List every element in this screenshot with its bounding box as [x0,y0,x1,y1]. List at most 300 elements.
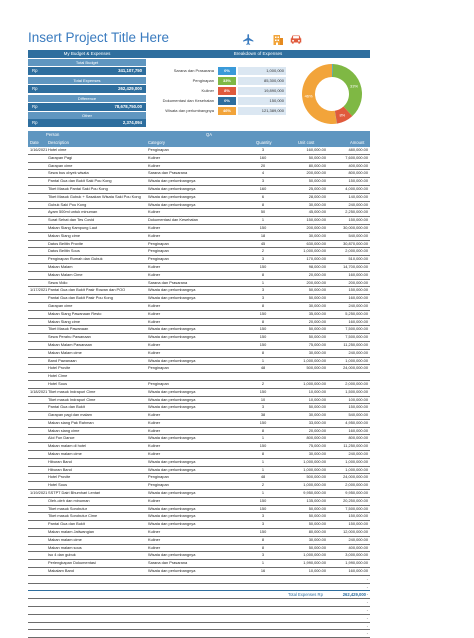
table-row [28,467,370,475]
cell-category: Kuliner [148,451,161,457]
table-row [28,389,370,397]
cell-unit-cost: 800,000.00 [306,435,326,441]
cell-description: Garapan Pagi [48,154,73,160]
table-row [28,287,370,295]
breakdown-header: Breakdown of Expenses [146,50,370,58]
cell-amount: - [366,591,368,597]
cell-quantity: 8 [261,318,265,324]
cell-amount: 800,000.00 [348,170,368,176]
cell-date: 1/16/2021 [30,147,48,152]
cell-unit-cost: 50,000.00 [308,287,326,293]
cell-amount: 240,000.00 [348,201,368,207]
cell-amount: 200,000.00 [348,279,368,285]
cell-quantity: 3 [261,404,265,410]
cell-category: Kuliner [148,154,161,160]
cell-unit-cost: 1,000,000.00 [303,458,326,464]
header-icons [240,31,310,47]
cell-category: Wisata dan perlumbangnya [148,466,196,472]
cell-unit-cost: 30,000.00 [308,232,326,238]
breakdown-category: Penginapan [192,78,214,83]
cell-category: Penginapan [148,380,169,386]
table-row [28,147,370,155]
cell-description: Hotel Provite [48,474,71,480]
donut-slice [332,64,362,116]
cell-amount: 240,000.00 [348,302,368,308]
cell-unit-cost: 1,000,000.00 [303,380,326,386]
cell-description: Makan malam Jatiwangian [48,529,95,535]
cell-quantity: 45 [260,240,266,246]
cell-quantity: 16 [260,568,266,574]
table-row [28,186,370,194]
cell-category: Penginapan [148,256,169,262]
cell-unit-cost: 33,000.00 [308,419,326,425]
cell-category: Wisata dan perlumbangnya [148,178,196,184]
cell-amount: 1,000,000.00 [345,466,368,472]
cell-quantity: 3 [261,513,265,519]
table-row [28,615,370,623]
table-row [28,225,370,233]
cell-category: Penginapan [148,365,169,371]
table-row [28,248,370,256]
cell-description: Hotel Provite [48,365,71,371]
cell-unit-cost: 30,000.00 [308,451,326,457]
person-label: Person [46,132,60,137]
cell-quantity: 48 [260,365,266,371]
table-row [28,194,370,202]
cell-description: Pantai Gua dan Bukit Pasir Pou Kong [48,295,113,301]
cell-amount: 7,500,000.00 [345,505,368,511]
cell-date: 1/18/2021 [30,388,48,394]
cell-amount: 160,000.00 [348,271,368,277]
table-row [28,428,370,436]
cell-unit-cost: 50,000.00 [308,154,326,160]
cell-description: Pantai Gua dan Bukit Saki Pou Kong [48,178,112,184]
cell-quantity: 150 [259,529,267,535]
cell-amount: - [366,630,368,636]
cell-quantity: 150 [259,334,267,340]
table-row [28,272,370,280]
table-row [28,451,370,459]
cell-description: Makan Malam Cime [48,271,83,277]
cell-quantity: 150 [259,443,267,449]
cell-unit-cost: 170,000.00 [306,256,326,262]
cell-amount: 1,000,000.00 [345,357,368,363]
cell-description: Hotel cime [48,147,67,152]
table-row [28,163,370,171]
cell-description: Garapan pagi dan malam [48,412,92,418]
cell-description: Makalam Band [48,568,74,574]
cell-quantity: 1 [261,279,265,285]
cell-category: Penginapan [148,147,169,152]
currency-label: Rp [32,120,38,125]
cell-quantity: 20 [260,162,266,168]
cell-category: Kuliner [148,318,161,324]
cell-description: Tiket masuk Sorobutur Cime [48,513,98,519]
cell-amount: - [366,599,368,605]
breakdown-amount: 150,000 [238,97,286,105]
person-value: QA [206,132,213,137]
table-row [28,513,370,521]
cell-unit-cost: 25,000.00 [308,185,326,191]
other-label: Other [28,112,146,119]
table-row [28,373,370,381]
cell-description: Makan malam cime [48,451,82,457]
cell-unit-cost: 500,000.00 [306,474,326,480]
cell-amount: - [366,622,368,628]
cell-amount: 160,000.00 [348,318,368,324]
breakdown-category: Sarana dan Prasarana [173,68,214,73]
donut-slice-label: 8% [339,112,346,118]
airplane-icon [240,31,256,47]
cell-description: Surat Sehat dan Tes Covid [48,217,95,223]
cell-unit-cost: 50,000.00 [308,544,326,550]
cell-quantity: 3 [261,552,265,558]
cell-amount: 2,000,000.00 [345,482,368,488]
table-row [28,474,370,482]
cell-description: Iso 4 dan gubuk [48,552,76,558]
cell-description: Makan malam di hotel [48,443,87,449]
cell-unit-cost: 500,000.00 [306,365,326,371]
breakdown-category: Wisata dan perlumbangnya [165,108,214,113]
cell-quantity: 8 [261,349,265,355]
cell-description: Band Pawanaan [48,357,77,363]
cell-quantity: 8 [261,544,265,550]
table-row [28,319,370,327]
cell-unit-cost: 98,000.00 [308,263,326,269]
cell-category: Wisata dan perlumbangnya [148,490,196,496]
cell-unit-cost: 30,000.00 [308,412,326,418]
cell-description: Sewa bus obyek wisata [48,170,89,176]
cell-unit-cost: 30,000.00 [308,302,326,308]
cell-description: Makan Siang Kampung Laut [48,224,98,230]
cell-category: Wisata dan perlumbangnya [148,326,196,332]
cell-description: Tiket masuk Sorobutur [48,505,87,511]
cell-description: Garapan cime [48,162,73,168]
cell-unit-cost: 20,000.00 [308,427,326,433]
cell-quantity: 3 [261,287,265,293]
table-row [28,552,370,560]
cell-description: Makan Siang cime [48,232,81,238]
cell-category: Kuliner [148,536,161,542]
cell-unit-cost: 1,000,000.00 [303,248,326,254]
donut-slice-label: 33% [350,83,359,89]
person-header-row [28,131,370,139]
table-row [28,482,370,490]
cell-amount: 540,000.00 [348,232,368,238]
cell-unit-cost: 80,000.00 [308,529,326,535]
table-row [28,155,370,163]
cell-quantity: 150 [259,341,267,347]
cell-quantity: 3 [261,295,265,301]
cell-category: Wisata dan perlumbangnya [148,435,196,441]
cell-unit-cost: 50,000.00 [308,404,326,410]
cell-category: Wisata dan perlumbangnya [148,334,196,340]
cell-unit-cost: 20,000.00 [308,318,326,324]
table-row [28,365,370,373]
cell-quantity: 150 [259,326,267,332]
cell-amount: 7,600,000.00 [345,154,368,160]
cell-amount: 12,000,000.00 [343,529,368,535]
currency-label: Rp [32,104,38,109]
cell-quantity: 1 [261,217,265,223]
building-icon [270,31,286,47]
cell-quantity: 150 [259,505,267,511]
cell-category: Wisata dan perlumbangnya [148,568,196,574]
table-row [28,490,370,498]
cell-quantity: 1 [261,458,265,464]
cell-description: Hotel Cime [48,373,68,379]
cell-unit-cost: 50,000.00 [308,178,326,184]
column-header-quantity: Quantity [256,140,272,145]
cell-category: Kuliner [148,497,161,503]
table-row [28,545,370,553]
table-row [28,560,370,568]
table-footer [28,590,370,599]
cell-description: Tiket masuk Indrapuri Cime [48,388,96,394]
cell-category: Wisata dan perlumbangnya [148,521,196,527]
cell-category: Kuliner [148,310,161,316]
cell-category: Kuliner [148,544,161,550]
table-row [28,170,370,178]
cell-category: Wisata dan perlumbangnya [148,396,196,402]
cell-unit-cost: 135,000.00 [306,497,326,503]
cell-quantity: 3 [261,178,265,184]
cell-unit-cost: 150,000.00 [306,217,326,223]
cell-quantity: 150 [259,497,267,503]
cell-quantity: 1 [261,435,265,441]
table-row [28,342,370,350]
cell-amount: 2,000,000.00 [345,380,368,386]
cell-category: Kuliner [148,224,161,230]
cell-description: Makan Siang cime [48,318,81,324]
cell-unit-cost: 50,000.00 [308,505,326,511]
breakdown-category: Kuliner [201,88,214,93]
cell-amount: 160,000.00 [348,568,368,574]
cell-description: Gubuk Saki Pou Kong [48,201,87,207]
cell-description: Makan malam cime [48,536,82,542]
cell-quantity: 38 [260,412,266,418]
cell-category: Kuliner [148,209,161,215]
cell-description: Tiket Masuk Gubuk + Sasakan Wisata Saki Pou Kong [48,193,141,199]
cell-unit-cost: 50,000.00 [308,326,326,332]
cell-quantity: 150 [259,388,267,394]
cell-unit-cost: 50,000.00 [308,295,326,301]
cell-amount: 1,500,000.00 [345,388,368,394]
expenses-donut-chart [300,62,364,126]
cell-category: Wisata dan perlumbangnya [148,185,196,191]
breakdown-percent: 33% [218,77,236,85]
table-row [28,459,370,467]
cell-description: SSTPT Dairi Bhumhari Lentari [48,490,101,496]
cell-unit-cost: 1,990,000.00 [303,560,326,566]
table-row [28,202,370,210]
table-row [28,241,370,249]
cell-category: Penginapan [148,240,169,246]
cell-category: Kuliner [148,419,161,425]
currency-label: Rp [32,86,38,91]
breakdown-amount: 85,300,000 [238,77,286,85]
cell-unit-cost: 30,000.00 [308,201,326,207]
cell-category: Wisata dan perlumbangnya [148,287,196,293]
cell-description: Makan malam sous [48,544,82,550]
cell-category: Sarana dan Prasarana [148,279,188,285]
cell-unit-cost: 28,000.00 [308,193,326,199]
project-title: Insert Project Title Here [28,30,170,45]
cell-description: Makan siang cime [48,427,80,433]
table-row [28,295,370,303]
table-row [28,576,370,584]
table-row [28,412,370,420]
cell-quantity: 1 [261,466,265,472]
total-expenses-footer-label: Total Expenses Rp [288,592,323,597]
difference-value: 78,678,750.00 [114,104,142,109]
cell-category: Sarana dan Prasarana [148,560,188,566]
total-expenses-label: Total Expenses [28,77,146,84]
cell-unit-cost: 10,000.00 [308,568,326,574]
cell-amount: 480,000.00 [348,147,368,152]
cell-amount: 7,500,000.00 [345,326,368,332]
table-row [28,311,370,319]
cell-category: Kuliner [148,341,161,347]
table-row [28,397,370,405]
cell-category: Kuliner [148,302,161,308]
cell-amount: 240,000.00 [348,349,368,355]
cell-description: Aloi Fun Dance [48,435,75,441]
cell-quantity: 8 [261,271,265,277]
breakdown-row [146,97,306,105]
column-header-amount: Amount [350,140,365,145]
total-budget-label: Total Budget [28,59,146,66]
cell-category: Wisata dan perlumbangnya [148,295,196,301]
cell-quantity: 10 [260,396,266,402]
cell-amount: 160,000.00 [348,427,368,433]
cell-description: Hiburan Band [48,458,72,464]
column-header-date: Date [30,140,39,145]
cell-description: Tiket masuk Indrapuri Cime [48,396,96,402]
cell-amount: 2,000,000.00 [345,248,368,254]
cell-amount: 3,000,000.00 [345,552,368,558]
table-row [28,521,370,529]
breakdown-percent: 8% [218,87,236,95]
cell-unit-cost: 1,000,000.00 [303,466,326,472]
cell-unit-cost: 10,000.00 [308,388,326,394]
total-budget-value-row [28,67,146,75]
cell-amount: 150,000.00 [348,521,368,527]
cell-description: Penginapan Rumah dan Gubuk [48,256,103,262]
table-row [28,358,370,366]
cell-category: Wisata dan perlumbangnya [148,552,196,558]
cell-description: Ayam 500ml untuk minuman [48,209,98,215]
cell-amount: 24,000,000.00 [343,474,368,480]
cell-amount: 4,950,000.00 [345,419,368,425]
cell-unit-cost: 30,000.00 [308,349,326,355]
cell-unit-cost: 200,000.00 [306,224,326,230]
cell-amount: 150,000.00 [348,513,368,519]
expenses-table-body [28,147,370,638]
cell-unit-cost: 160,000.00 [306,147,326,152]
difference-value-row [28,103,146,111]
cell-quantity: 3 [261,256,265,262]
cell-quantity: 4 [261,170,265,176]
cell-amount: 30,870,000.00 [343,240,368,246]
cell-description: Pantai Gua dan Bukit Pasir Rowan dan POO [48,287,126,293]
cell-quantity: 2 [261,482,265,488]
cell-description: Datos Belitin Sous [48,248,80,254]
breakdown-row [146,107,306,115]
cell-unit-cost: 50,000.00 [308,521,326,527]
cell-amount: 240,000.00 [348,536,368,542]
cell-amount: 20,250,000.00 [343,497,368,503]
cell-amount: 30,000,000.00 [343,224,368,230]
breakdown-amount: 121,389,000 [238,107,286,115]
table-row [28,443,370,451]
breakdown-category: Dokumentasi dan Kesehatan [162,98,214,103]
cell-unit-cost: 1,000,000.00 [303,482,326,488]
cell-quantity: 2 [261,380,265,386]
cell-amount: 150,000.00 [348,217,368,223]
cell-description: Oleh-oleh dan minuman [48,497,90,503]
cell-amount: 510,000.00 [348,256,368,262]
cell-amount: 240,000.00 [348,451,368,457]
cell-unit-cost: 45,000.00 [308,209,326,215]
cell-category: Sarana dan Prasarana [148,170,188,176]
cell-unit-cost: 630,000.00 [306,240,326,246]
cell-unit-cost: 50,000.00 [308,334,326,340]
cell-description: Makan Siang Pawanaan Resto [48,310,102,316]
cell-category: Wisata dan perlumbangnya [148,388,196,394]
cell-amount: 150,000.00 [348,287,368,293]
cell-amount: - [366,614,368,620]
total-budget-value: 341,107,750 [118,68,142,73]
cell-description: Sewa Perahu Pawanaan [48,334,91,340]
cell-unit-cost: 200,000.00 [306,279,326,285]
cell-category: Kuliner [148,529,161,535]
cell-quantity: 2 [261,248,265,254]
table-row [28,256,370,264]
cell-category: Penginapan [148,474,169,480]
cell-category: Kuliner [148,412,161,418]
table-row [28,607,370,615]
cell-description: Tiket Masuk Pawanaan [48,326,89,332]
cell-unit-cost: 1,000,000.00 [303,552,326,558]
breakdown-percent: 46% [218,107,236,115]
car-icon [288,31,304,47]
cell-category: Wisata dan perlumbangnya [148,193,196,199]
cell-category: Kuliner [148,271,161,277]
cell-category: Dokumentasi dan Kesehatan [148,217,198,223]
cell-quantity: 3 [261,521,265,527]
donut-slice-label: 46% [304,93,313,99]
cell-description: Pantai Gua dan Bukit [48,521,85,527]
cell-quantity: 8 [261,427,265,433]
cell-category: Wisata dan perlumbangnya [148,201,196,207]
breakdown-row [146,67,306,75]
cell-description: Garapan cime [48,302,73,308]
cell-unit-cost: 1,000,000.00 [303,357,326,363]
cell-category: Kuliner [148,162,161,168]
cell-quantity: 3 [261,147,265,152]
breakdown-row [146,87,306,95]
cell-category: Kuliner [148,232,161,238]
table-row [28,280,370,288]
cell-quantity: 1 [261,560,265,566]
table-row [28,568,370,576]
cell-amount: 5,250,000.00 [345,310,368,316]
cell-description: Pantai Gua dan Bukit [48,404,85,410]
cell-date: 1/19/2021 [30,490,48,496]
cell-quantity: 1 [261,490,265,496]
column-header-row [28,139,370,147]
